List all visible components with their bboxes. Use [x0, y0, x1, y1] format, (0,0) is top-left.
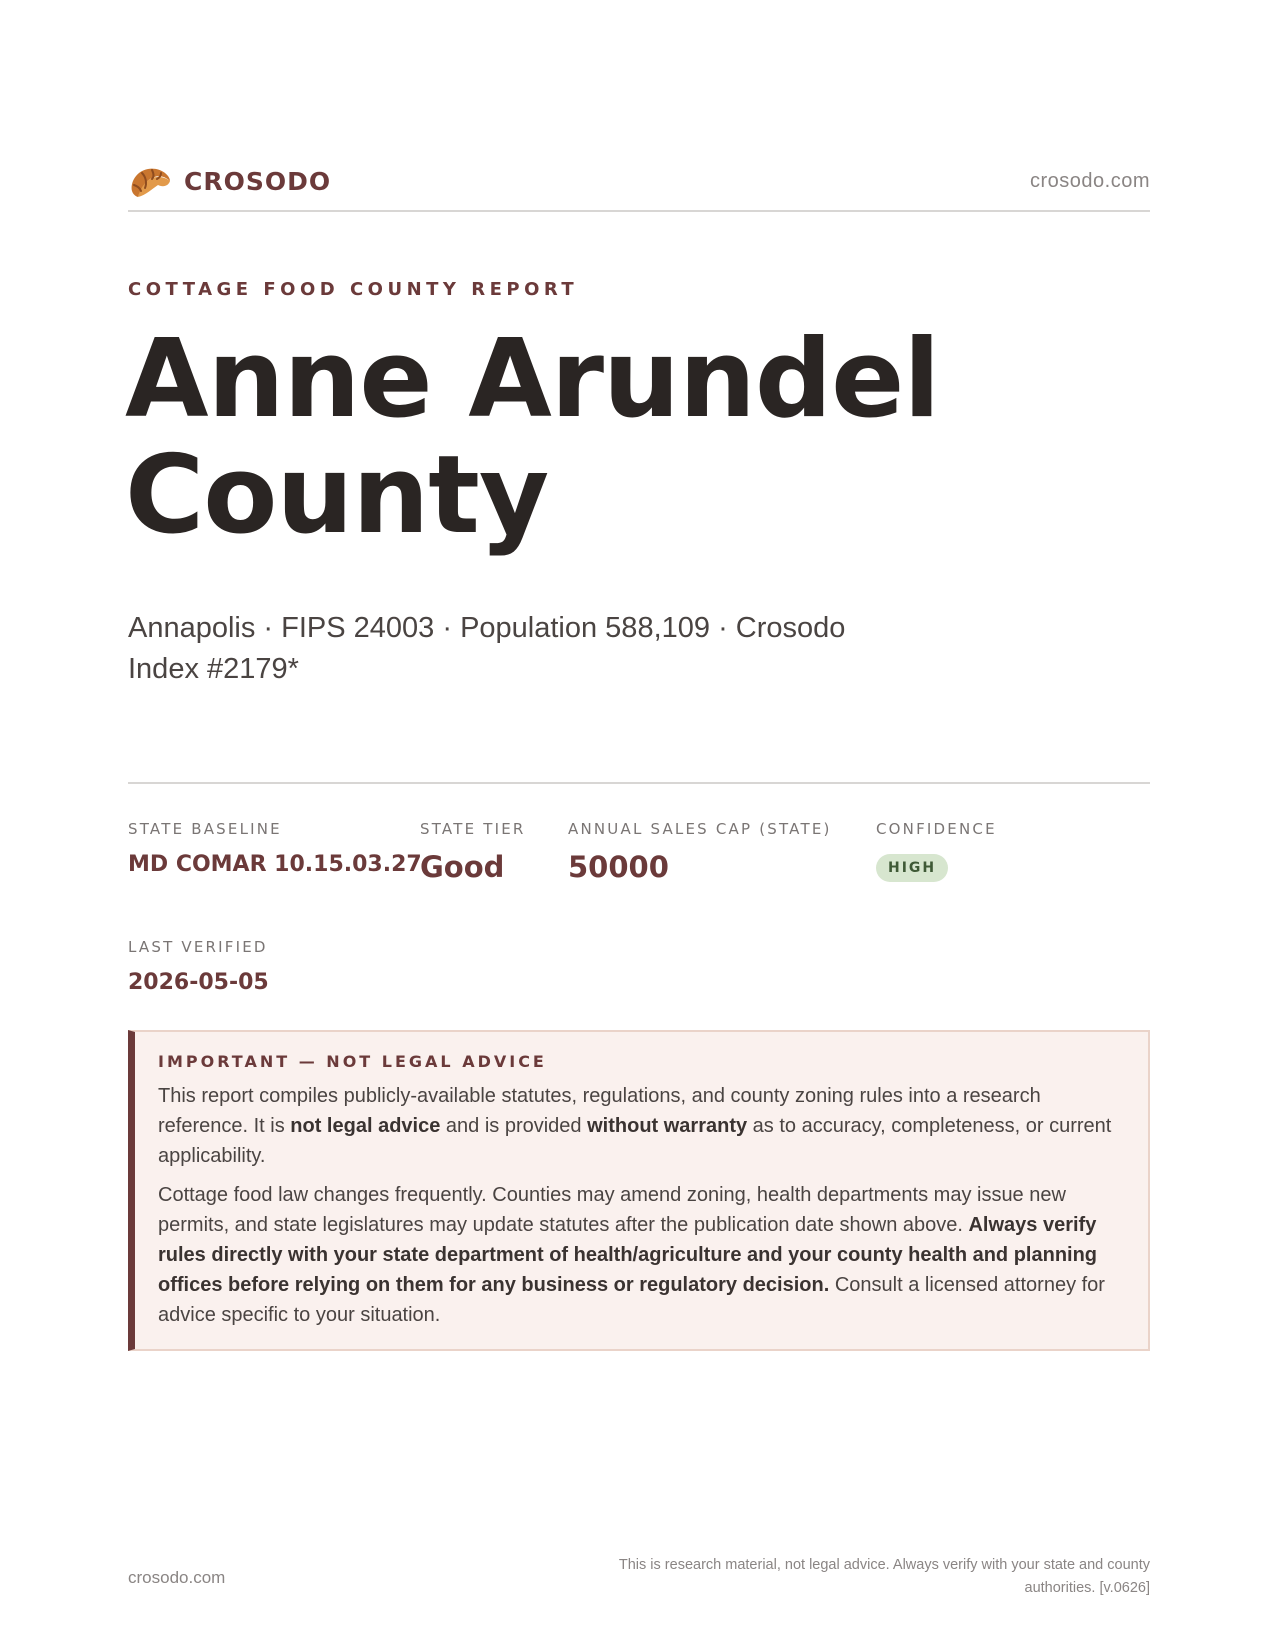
brand-name: CROSODO — [184, 166, 332, 196]
stat-state-tier — [420, 820, 526, 884]
notice-paragraph-1: This report compiles publicly-available statutes, regulations, and county zoning rules into a research reference. It is not legal advice and is provided without warranty as to accuracy, completeness, or current applicability. — [158, 1085, 1112, 1167]
stat-label: LAST VERIFIED — [128, 938, 268, 956]
stat-value: MD COMAR 10.15.03.27 — [128, 852, 422, 877]
stat-value: 2026-05-05 — [128, 970, 269, 995]
stat-label: CONFIDENCE — [876, 820, 997, 838]
stat-last-verified — [128, 938, 269, 995]
brand[interactable] — [128, 161, 331, 201]
stat-state-baseline — [128, 820, 422, 877]
section-divider — [128, 782, 1150, 784]
footer-url[interactable]: crosodo.com — [128, 1568, 226, 1587]
stat-label: ANNUAL SALES CAP (STATE) — [568, 820, 832, 838]
legal-notice — [128, 1030, 1150, 1351]
report-subtitle: Annapolis · FIPS 24003 · Population 588,109 · Crosodo Index #2179* — [128, 612, 846, 685]
stat-sales-cap — [568, 820, 832, 884]
notice-heading: IMPORTANT — NOT LEGAL ADVICE — [158, 1052, 547, 1071]
stat-label: STATE BASELINE — [128, 820, 282, 838]
stat-label: STATE TIER — [420, 820, 526, 838]
notice-paragraph-2: Cottage food law changes frequently. Counties may amend zoning, health departments may issue new permits, and state legislatures may update statutes after the publication date shown above. Always verify rules directly with your state department of health/agriculture and your county health and planning offices before relying on them for any business or regulatory decision. Consult a licensed attorney for advice specific to your situation. — [158, 1184, 1105, 1326]
report-eyebrow: COTTAGE FOOD COUNTY REPORT — [128, 279, 579, 300]
confidence-badge: HIGH — [876, 854, 948, 882]
site-url[interactable]: crosodo.com — [1030, 169, 1150, 192]
page-title: Anne Arundel County — [125, 317, 940, 558]
stat-confidence — [876, 820, 997, 882]
stat-value: 50000 — [568, 850, 669, 884]
footer-disclaimer: This is research material, not legal advice. Always verify with your state and county authorities. [v.0626] — [618, 1557, 1150, 1596]
stat-value: Good — [420, 850, 505, 884]
header-divider — [128, 210, 1150, 212]
croissant-icon — [128, 161, 172, 201]
header — [128, 158, 1150, 204]
